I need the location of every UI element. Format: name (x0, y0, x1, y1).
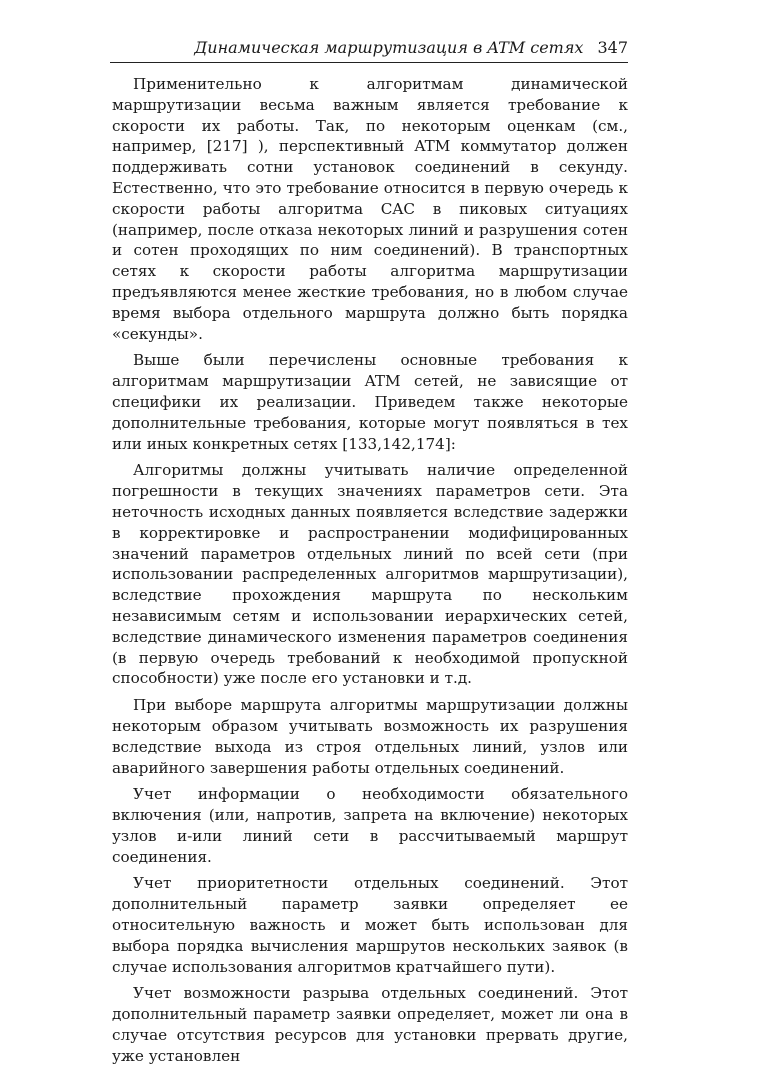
paragraph-7: Учет возможности разрыва отдельных соединений. Этот дополнительный параметр заявки определяет, может ли она в случае отсутствия ресурсов для установки прервать другие, уже установлен (112, 984, 628, 1065)
page-number: 347 (597, 38, 628, 57)
paragraph-5: Учет информации о необходимости обязательного включения (или, напротив, запрета на включение) некоторых узлов и-или линий сети в рассчитываемый маршрут соединения. (112, 785, 628, 866)
page-body (112, 74, 628, 1073)
paragraph-4: При выборе маршрута алгоритмы маршрутизации должны некоторым образом учитывать возможность их разрушения вследствие выхода из строя отдельных линий, узлов или аварийного завершения работы отдельных соединений. (112, 696, 628, 777)
paragraph-6: Учет приоритетности отдельных соединений. Этот дополнительный параметр заявки определяет ее относительную важность и может быть использован для выбора порядка вычисления маршрутов нескольких заявок (в случае использования алгоритмов кратчайшего пути). (112, 874, 628, 976)
running-header (110, 38, 628, 63)
paragraph-1: Применительно к алгоритмам динамической маршрутизации весьма важным является требование к скорости их работы. Так, по некоторым оценкам (см., например, [217] ), перспективный ATM коммутатор должен поддерживать сотни установок соединений в секунду. Естественно, что это требование относится в первую очередь к скорости работы алгоритма CAC в пиковых ситуациях (например, после отказа некоторых линий и разрушения сотен и сотен проходящих по ним соединений). В транспортных сетях к скорости работы алгоритма маршрутизации предъявляются менее жесткие требования, но в любом случае время выбора отдельного маршрута должно быть порядка «секунды». (112, 75, 628, 343)
paragraph-3: Алгоритмы должны учитывать наличие определенной погрешности в текущих значениях параметров сети. Эта неточность исходных данных появляется вследствие задержки в корректировке и распространении модифицированных значений параметров отдельных линий по всей сети (при использовании распределенных алгоритмов маршрутизации), вследствие прохождения маршрута по нескольким независимым сетям и использовании иерархических сетей, вследствие динамического изменения параметров соединения (в первую очередь требований к необходимой пропускной способности) уже после его установки и т.д. (112, 461, 628, 688)
running-header-title: Динамическая маршрутизация в ATM сетях (194, 38, 584, 57)
paragraph-2: Выше были перечислены основные требования к алгоритмам маршрутизации ATM сетей, не зависящие от специфики их реализации. Приведем также некоторые дополнительные требования, которые могут появляться в тех или иных конкретных сетях [133,142,174]: (112, 351, 628, 453)
